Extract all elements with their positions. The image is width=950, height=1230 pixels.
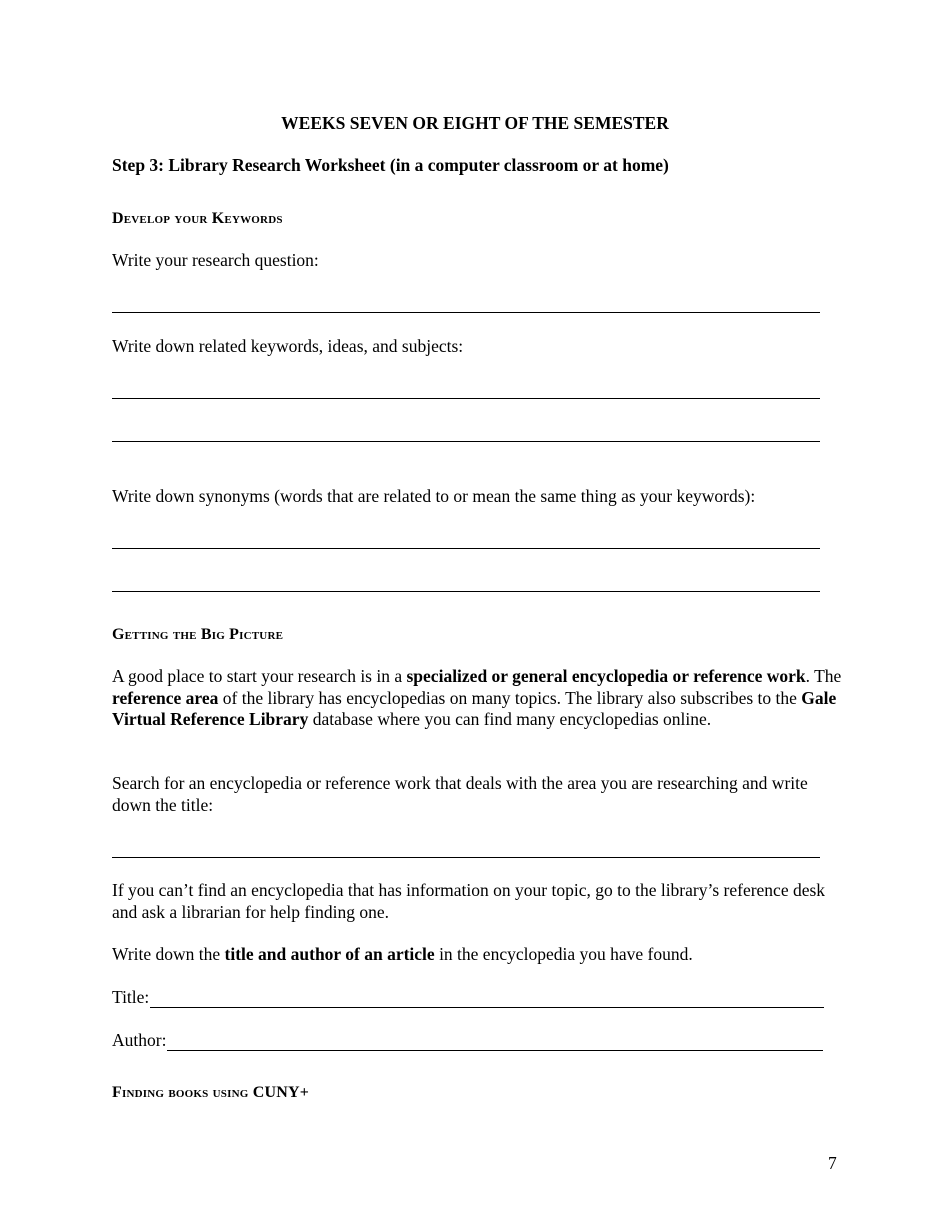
section-heading-keywords: Develop your Keywords <box>112 210 283 227</box>
answer-line-keywords-2[interactable] <box>112 441 820 442</box>
article-title-field[interactable] <box>112 987 824 1008</box>
bold-segment: specialized or general encyclopedia or reference work <box>406 666 806 686</box>
bold-segment: title and author of an article <box>224 944 435 964</box>
answer-line-synonyms-2[interactable] <box>112 591 820 592</box>
section-heading-big-picture: Getting the Big Picture <box>112 626 284 643</box>
step-heading: Step 3: Library Research Worksheet (in a computer classroom or at home) <box>112 155 669 175</box>
author-label: Author: <box>112 1030 167 1050</box>
paragraph-ask-librarian: If you can’t find an encyclopedia that has information on your topic, go to the library’s reference desk and ask a librarian for help finding one. <box>112 880 826 922</box>
author-answer-line[interactable] <box>167 1034 823 1051</box>
text-segment: of the library has encyclopedias on many topics. The library also subscribes to the <box>218 687 802 708</box>
text-segment: . The <box>805 666 842 686</box>
page-title: WEEKS SEVEN OR EIGHT OF THE SEMESTER <box>281 113 669 133</box>
text-segment: Write down the <box>112 944 225 964</box>
title-answer-line[interactable] <box>150 991 824 1008</box>
section-heading-finding-books: Finding books using CUNY+ <box>112 1084 310 1101</box>
answer-line-keywords-1[interactable] <box>112 398 820 399</box>
text-segment: database where you can find many encyclopedias online. <box>308 709 712 729</box>
prompt-synonyms: Write down synonyms (words that are related to or mean the same thing as your keywords): <box>112 486 756 506</box>
title-label: Title: <box>112 987 150 1007</box>
page-number: 7 <box>828 1153 837 1173</box>
article-author-field[interactable] <box>112 1030 823 1051</box>
text-segment: A good place to start your research is in a <box>112 666 407 686</box>
prompt-research-question: Write your research question: <box>112 250 319 270</box>
answer-line-encyclopedia-title[interactable] <box>112 857 820 858</box>
prompt-related-keywords: Write down related keywords, ideas, and subjects: <box>112 336 464 356</box>
answer-line-research-question[interactable] <box>112 312 820 313</box>
paragraph-search-encyclopedia: Search for an encyclopedia or reference work that deals with the area you are researching and write down the title: <box>112 773 808 815</box>
text-segment: in the encyclopedia you have found. <box>434 944 693 964</box>
paragraph-encyclopedia-intro <box>112 666 842 731</box>
bold-segment: Gale Virtual Reference Library <box>112 687 837 729</box>
paragraph-article-instructions <box>112 944 842 966</box>
answer-line-synonyms-1[interactable] <box>112 548 820 549</box>
bold-segment: reference area <box>112 687 219 708</box>
